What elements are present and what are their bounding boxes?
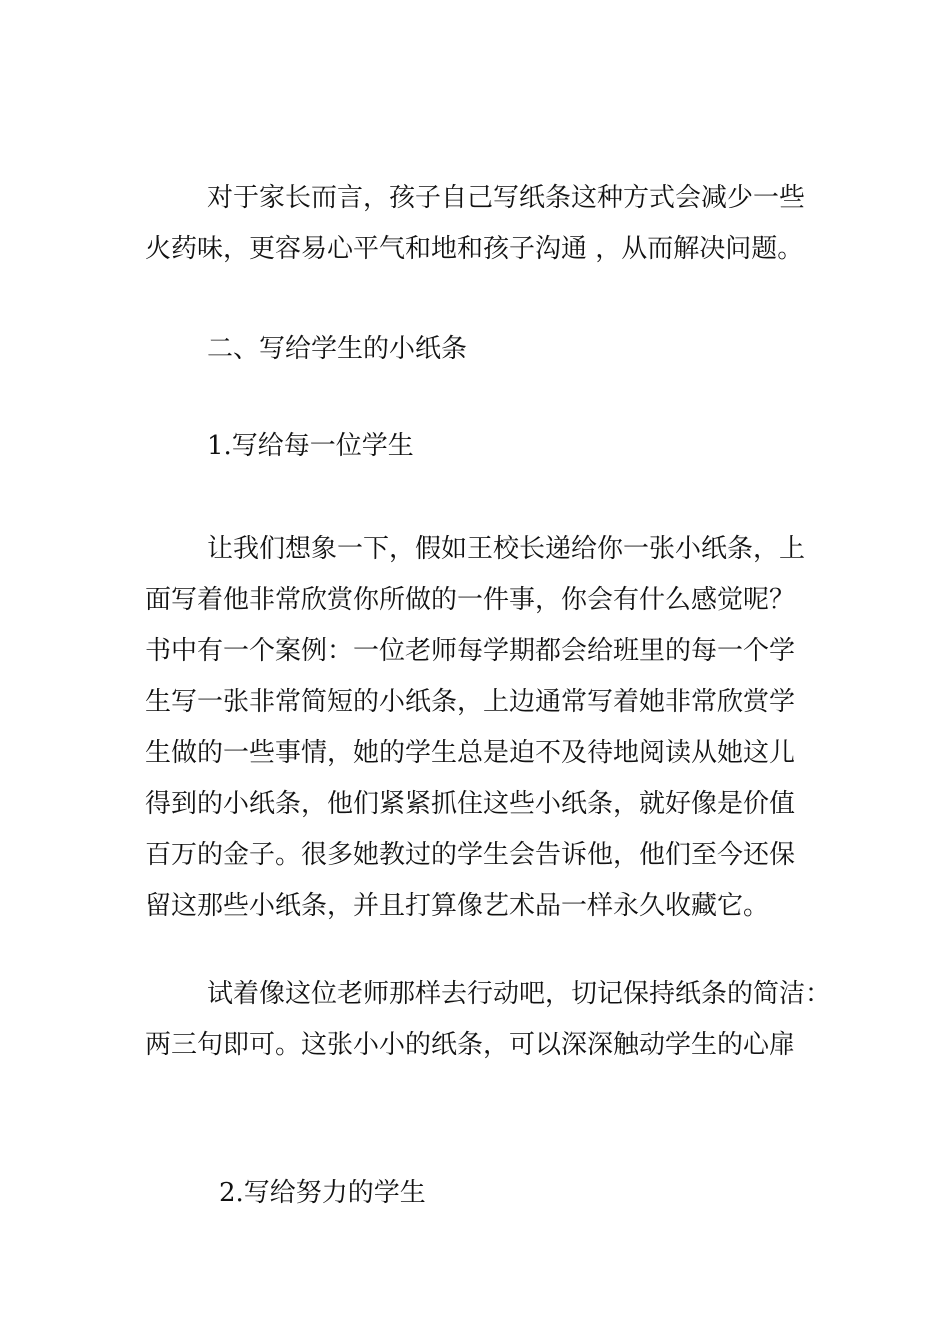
paragraph-line: 留这那些小纸条，并且打算像艺术品一样永久收藏它。 [145,891,770,921]
paragraph-line: 火药味，更容易心平气和地和孩子沟通 ，从而解决问题。 [145,234,804,264]
paragraph-line: 两三句即可。这张小小的纸条，可以深深触动学生的心扉 [145,1030,796,1060]
paragraph-line: 面写着他非常欣赏你所做的一件事，你会有什么感觉呢？ [145,585,796,615]
section-heading: 二、写给学生的小纸条 [207,334,468,364]
paragraph-line: 生写一张非常简短的小纸条，上边通常写着她非常欣赏学 [145,687,796,717]
paragraph-line: 百万的金子。很多她教过的学生会告诉他，他们至今还保 [145,840,796,870]
paragraph-line: 得到的小纸条，他们紧紧抓住这些小纸条，就好像是价值 [145,789,796,819]
paragraph-line: 生做的一些事情，她的学生总是迫不及待地阅读从她这儿 [145,738,796,768]
paragraph-keep-simple [145,969,832,1071]
paragraph-parent-notes [145,173,815,275]
paragraph-line: 对于家长而言，孩子自己写纸条这种方式会减少一些 [207,183,806,213]
paragraph-line: 让我们想象一下，假如王校长递给你一张小纸条，上 [207,534,806,564]
subsection-heading-2: 2.写给努力的学生 [219,1178,426,1208]
paragraph-note-example [145,524,815,932]
paragraph-line: 试着像这位老师那样去行动吧，切记保持纸条的简洁： [207,979,832,1009]
paragraph-line: 书中有一个案例：一位老师每学期都会给班里的每一个学 [145,636,796,666]
subsection-heading-1: 1.写给每一位学生 [207,431,414,461]
